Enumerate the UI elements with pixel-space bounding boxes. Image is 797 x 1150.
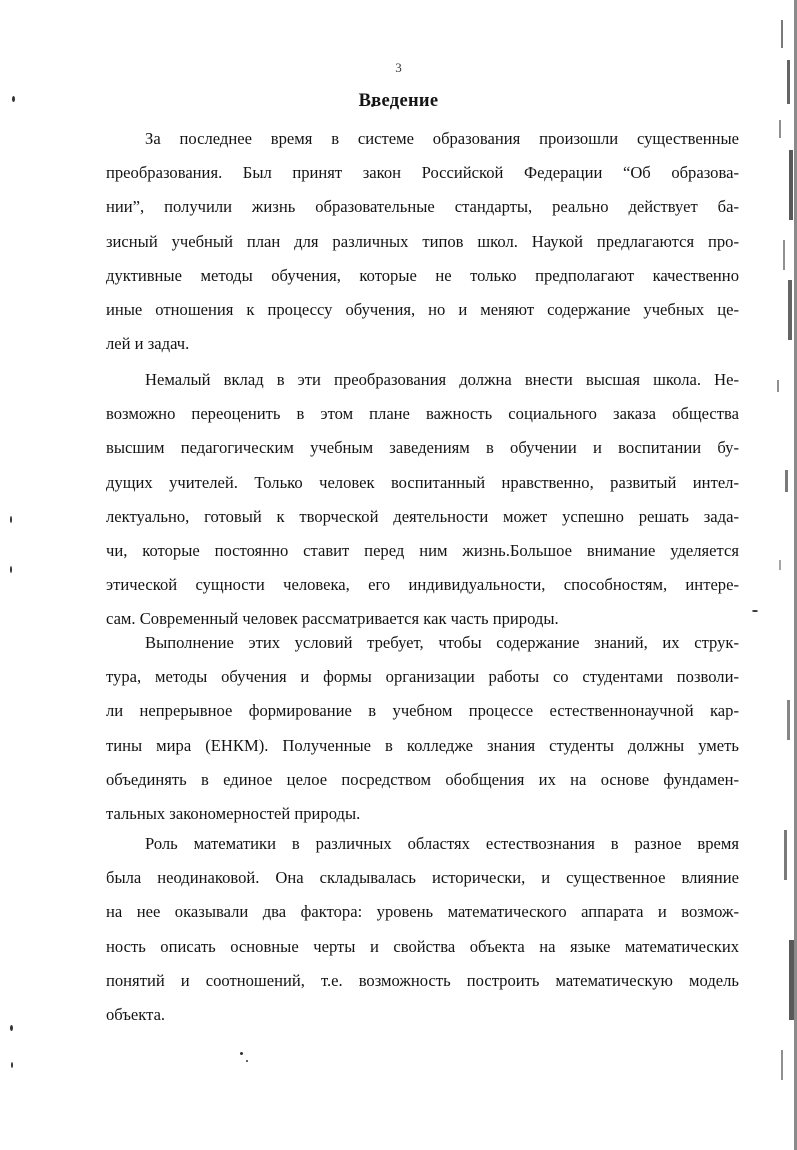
text-line: ли непрерывное формирование в учебном процессе естественнонаучной кар- <box>106 701 739 721</box>
text-line: чи, которые постоянно ставит перед ним жизнь.Большое внимание уделяется <box>106 540 739 560</box>
scan-speck <box>10 516 12 523</box>
scan-speck <box>246 1060 248 1062</box>
text-line: нии”, получили жизнь образовательные стандарты, реально действует ба- <box>106 197 739 217</box>
page-number: 3 <box>395 60 402 75</box>
text-line: сам. Современный человек рассматривается как часть природы. <box>106 609 559 629</box>
paragraph-4 <box>106 827 739 1032</box>
text-line: дущих учителей. Только человек воспитанный нравственно, развитый интел- <box>106 472 739 492</box>
text-line: ность описать основные черты и свойства объекта на языке математических <box>106 936 739 956</box>
text-line: этической сущности человека, его индивидуальности, способностям, интере- <box>106 575 739 595</box>
text-line: Немалый вклад в эти преобразования должна внести высшая школа. Не- <box>145 370 739 389</box>
scan-speck <box>10 1025 13 1031</box>
text-line: дуктивные методы обучения, которые не только предполагают качественно <box>106 265 739 285</box>
paragraph-2 <box>106 363 739 637</box>
text-line: тура, методы обучения и формы организации работы со студентами позволи- <box>106 667 739 687</box>
text-line: За последнее время в системе образования произошли существенные <box>145 129 739 148</box>
text-line: была неодинаковой. Она складывалась исторически, и существенное влияние <box>106 868 739 888</box>
text-line: тальных закономерностей природы. <box>106 803 361 823</box>
text-line: возможно переоценить в этом плане важность социального заказа общества <box>106 404 739 424</box>
text-line: Роль математики в различных областях естествознания в разное время <box>145 834 739 853</box>
text-line: объекта. <box>106 1004 166 1024</box>
scan-speck <box>12 96 15 102</box>
text-line: понятий и соотношений, т.е. возможность построить математическую модель <box>106 970 739 990</box>
text-line: преобразования. Был принят закон Российской Федерации “Об образова- <box>106 163 739 183</box>
scan-speck <box>752 610 758 612</box>
scan-noise-strip <box>767 0 797 1150</box>
text-line: на нее оказывали два фактора: уровень математического аппарата и возмож- <box>106 902 739 922</box>
text-line: объединять в единое целое посредством обобщения их на основе фундамен- <box>106 769 739 789</box>
text-line: тины мира (ЕНКМ). Полученные в колледже знания студенты должны уметь <box>106 735 739 755</box>
text-line: лектуально, готовый к творческой деятельности может успешно решать зада- <box>106 506 739 526</box>
scan-speck <box>10 566 12 573</box>
text-line: лей и задач. <box>106 334 190 354</box>
paragraph-3 <box>106 626 739 831</box>
text-line: Выполнение этих условий требует, чтобы содержание знаний, их струк- <box>145 633 739 652</box>
scan-speck <box>240 1052 243 1055</box>
text-line: высшим педагогическим учебным заведениям в обучении и воспитании бу- <box>106 438 739 458</box>
page-title: Введение <box>358 91 439 111</box>
paragraph-1 <box>106 122 739 361</box>
scan-speck <box>11 1062 13 1068</box>
text-line: зисный учебный план для различных типов школ. Наукой предлагаются про- <box>106 231 739 251</box>
text-line: иные отношения к процессу обучения, но и меняют содержание учебных це- <box>106 299 739 319</box>
